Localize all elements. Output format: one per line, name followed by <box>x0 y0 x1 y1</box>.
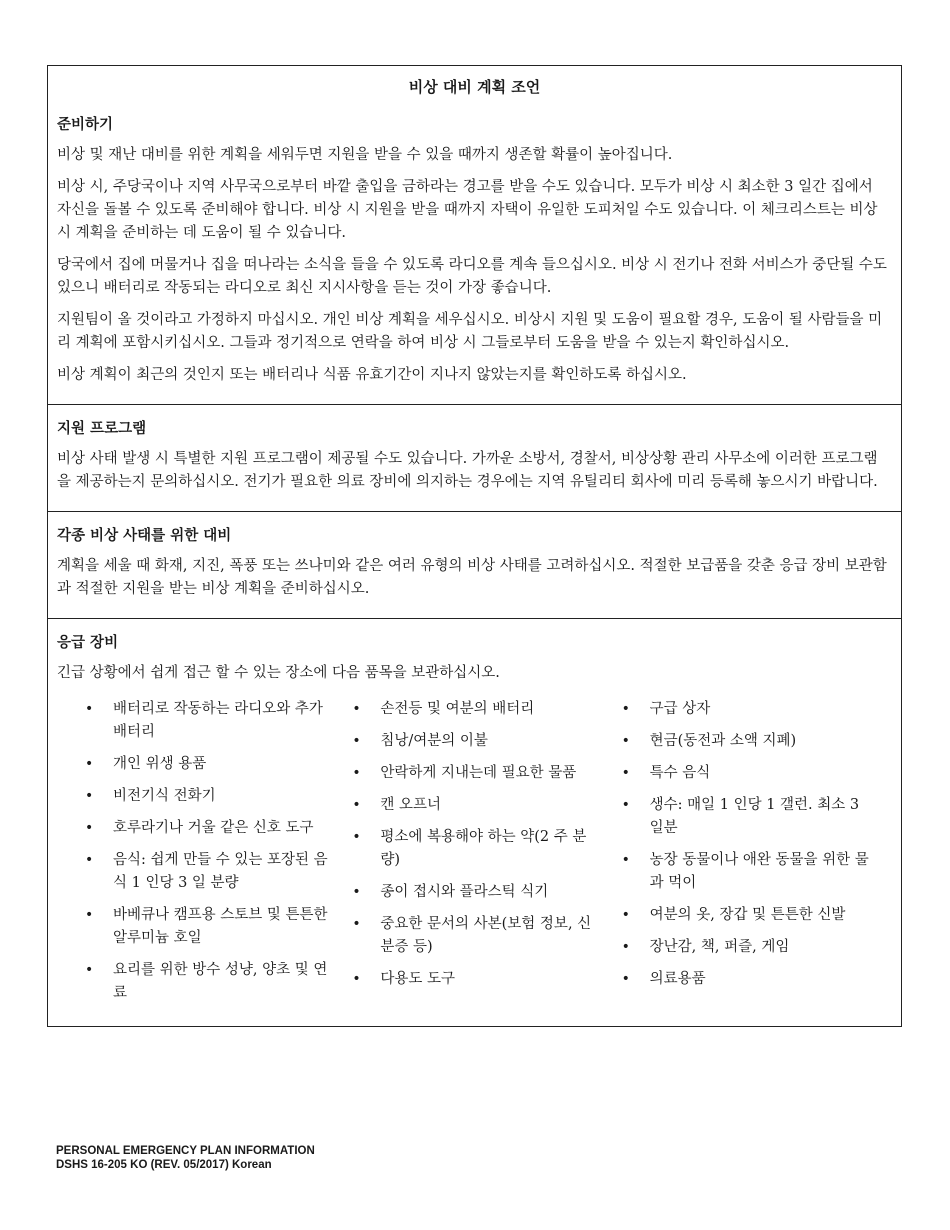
list-item <box>622 698 889 721</box>
emergency-plan-box <box>47 65 902 1027</box>
bullet-icon: • <box>352 701 361 717</box>
bullet-icon: • <box>621 733 630 749</box>
bullet-icon: • <box>621 907 630 923</box>
list-item <box>85 959 352 1005</box>
list-item-text: 평소에 복용해야 하는 약(2 주 분량) <box>380 829 587 868</box>
list-item-text: 농장 동물이나 애완 동물을 위한 물과 먹이 <box>649 852 869 891</box>
section-heading-prepare: 준비하기 <box>57 117 114 133</box>
bullet-icon: • <box>621 852 630 868</box>
bullet-icon: • <box>621 971 630 987</box>
form-footer <box>56 1144 315 1172</box>
list-item-text: 캔 오프너 <box>380 797 442 813</box>
list-item <box>352 762 621 785</box>
section-heading-supplies: 응급 장비 <box>57 635 119 651</box>
list-item <box>622 730 889 753</box>
list-item <box>352 730 621 753</box>
bullet-icon: • <box>621 939 630 955</box>
section-programs <box>48 404 901 511</box>
list-item <box>622 968 889 991</box>
paragraph: 비상 사태 발생 시 특별한 지원 프로그램이 제공될 수도 있습니다. 가까운 소방서, 경찰서, 비상상황 관리 사무소에 이러한 프로그램을 제공하는지 문의하십시오. 전기가 필요한 의료 장비에 의지하는 경우에는 지역 유틸리티 회사에 미리 등록해 놓으시기 바랍니다. <box>57 451 878 490</box>
bullet-icon: • <box>85 820 94 836</box>
list-item <box>85 785 352 808</box>
list-item-text: 의료용품 <box>649 971 706 987</box>
list-item-text: 생수: 매일 1 인당 1 갤런. 최소 3 일분 <box>649 797 860 836</box>
list-item <box>85 817 352 840</box>
section-prepare <box>48 101 901 404</box>
supplies-intro: 긴급 상황에서 쉽게 접근 할 수 있는 장소에 다음 품목을 보관하십시오. <box>57 665 500 681</box>
bullet-icon: • <box>352 916 361 932</box>
list-item-text: 장난감, 책, 퍼즐, 게임 <box>649 939 790 955</box>
section-heading-programs: 지원 프로그램 <box>57 421 147 437</box>
supply-column-2 <box>352 698 621 1014</box>
list-item-text: 바베큐나 캠프용 스토브 및 튼튼한 알루미늄 호일 <box>113 907 328 946</box>
bullet-icon: • <box>352 765 361 781</box>
list-item-text: 현금(동전과 소액 지폐) <box>649 733 797 749</box>
list-item-text: 개인 위생 용품 <box>113 756 207 772</box>
list-item-text: 손전등 및 여분의 배터리 <box>380 701 535 717</box>
list-item <box>622 794 889 840</box>
bullet-icon: • <box>85 852 94 868</box>
document-title: 비상 대비 계획 조언 <box>408 78 541 96</box>
bullet-icon: • <box>621 701 630 717</box>
supply-list <box>57 694 889 1018</box>
bullet-icon: • <box>352 971 361 987</box>
section-emergency-types <box>48 511 901 618</box>
list-item-text: 요리를 위한 방수 성냥, 양초 및 연료 <box>113 962 328 1001</box>
list-item-text: 호루라기나 거울 같은 신호 도구 <box>113 820 314 836</box>
list-item <box>622 904 889 927</box>
bullet-icon: • <box>352 797 361 813</box>
list-item-text: 특수 음식 <box>649 765 711 781</box>
paragraph: 비상 계획이 최근의 것인지 또는 배터리나 식품 유효기간이 지나지 않았는지를 확인하도록 하십시오. <box>57 367 687 383</box>
list-item-text: 침낭/여분의 이불 <box>380 733 488 749</box>
list-item <box>85 904 352 950</box>
list-item <box>85 849 352 895</box>
bullet-icon: • <box>85 701 94 717</box>
list-item-text: 구급 상자 <box>649 701 711 717</box>
bullet-icon: • <box>352 884 361 900</box>
list-item <box>352 794 621 817</box>
bullet-icon: • <box>352 733 361 749</box>
list-item <box>352 968 621 991</box>
list-item-text: 배터리로 작동하는 라디오와 추가 배터리 <box>113 701 323 740</box>
list-item-text: 음식: 쉽게 만들 수 있는 포장된 음식 1 인당 3 일 분량 <box>113 852 328 891</box>
list-item <box>352 881 621 904</box>
paragraph: 계획을 세울 때 화재, 지진, 폭풍 또는 쓰나미와 같은 여러 유형의 비상 사태를 고려하십시오. 적절한 보급품을 갖춘 응급 장비 보관함과 적절한 지원을 받는 비상 계획을 준비하십시오. <box>57 558 887 597</box>
list-item <box>85 698 352 744</box>
list-item-text: 다용도 도구 <box>380 971 456 987</box>
footer-form-title: PERSONAL EMERGENCY PLAN INFORMATION <box>56 1145 315 1157</box>
section-supplies <box>48 618 901 1026</box>
list-item <box>622 762 889 785</box>
list-item <box>622 849 889 895</box>
list-item <box>352 826 621 872</box>
bullet-icon: • <box>621 797 630 813</box>
bullet-icon: • <box>85 907 94 923</box>
paragraph: 지원팀이 올 것이라고 가정하지 마십시오. 개인 비상 계획을 세우십시오. 비상시 지원 및 도움이 필요할 경우, 도움이 될 사람들을 미리 계획에 포함시키십시오. 그들과 정기적으로 연락을 하여 비상 시 그들로부터 도움을 받을 수 있는지 확인하십시오. <box>57 312 883 351</box>
bullet-icon: • <box>621 765 630 781</box>
bullet-icon: • <box>352 829 361 845</box>
paragraph: 비상 및 재난 대비를 위한 계획을 세워두면 지원을 받을 수 있을 때까지 생존할 확률이 높아집니다. <box>57 147 673 163</box>
list-item <box>352 698 621 721</box>
bullet-icon: • <box>85 756 94 772</box>
list-item <box>352 913 621 959</box>
paragraph: 당국에서 집에 머물거나 집을 떠나라는 소식을 들을 수 있도록 라디오를 계속 들으십시오. 비상 시 전기나 전화 서비스가 중단될 수도 있으니 배터리로 작동되는 라디오로 최신 지시사항을 듣는 것이 가장 좋습니다. <box>57 257 887 296</box>
supply-column-1 <box>85 698 352 1014</box>
list-item <box>85 753 352 776</box>
bullet-icon: • <box>85 962 94 978</box>
list-item-text: 안락하게 지내는데 필요한 물품 <box>380 765 577 781</box>
section-heading-emergency-types: 각종 비상 사태를 위한 대비 <box>57 528 232 544</box>
bullet-icon: • <box>85 788 94 804</box>
paragraph: 비상 시, 주당국이나 지역 사무국으로부터 바깥 출입을 금하라는 경고를 받을 수도 있습니다. 모두가 비상 시 최소한 3 일간 집에서 자신을 돌볼 수 있도록 준비해야 합니다. 비상 시 지원을 받을 때까지 자택이 유일한 도피처일 수도 있습니다. 이 체크리스트는 비상 시 계획을 준비하는 데 도움이 될 수 있습니다. <box>57 179 878 241</box>
footer-form-number: DSHS 16-205 KO (REV. 05/2017) Korean <box>56 1159 272 1171</box>
list-item-text: 종이 접시와 플라스틱 식기 <box>380 884 549 900</box>
list-item-text: 여분의 옷, 장갑 및 튼튼한 신발 <box>649 907 846 923</box>
list-item-text: 비전기식 전화기 <box>113 788 216 804</box>
list-item <box>622 936 889 959</box>
list-item-text: 중요한 문서의 사본(보험 정보, 신분증 등) <box>380 916 592 955</box>
supply-column-3 <box>622 698 889 1014</box>
